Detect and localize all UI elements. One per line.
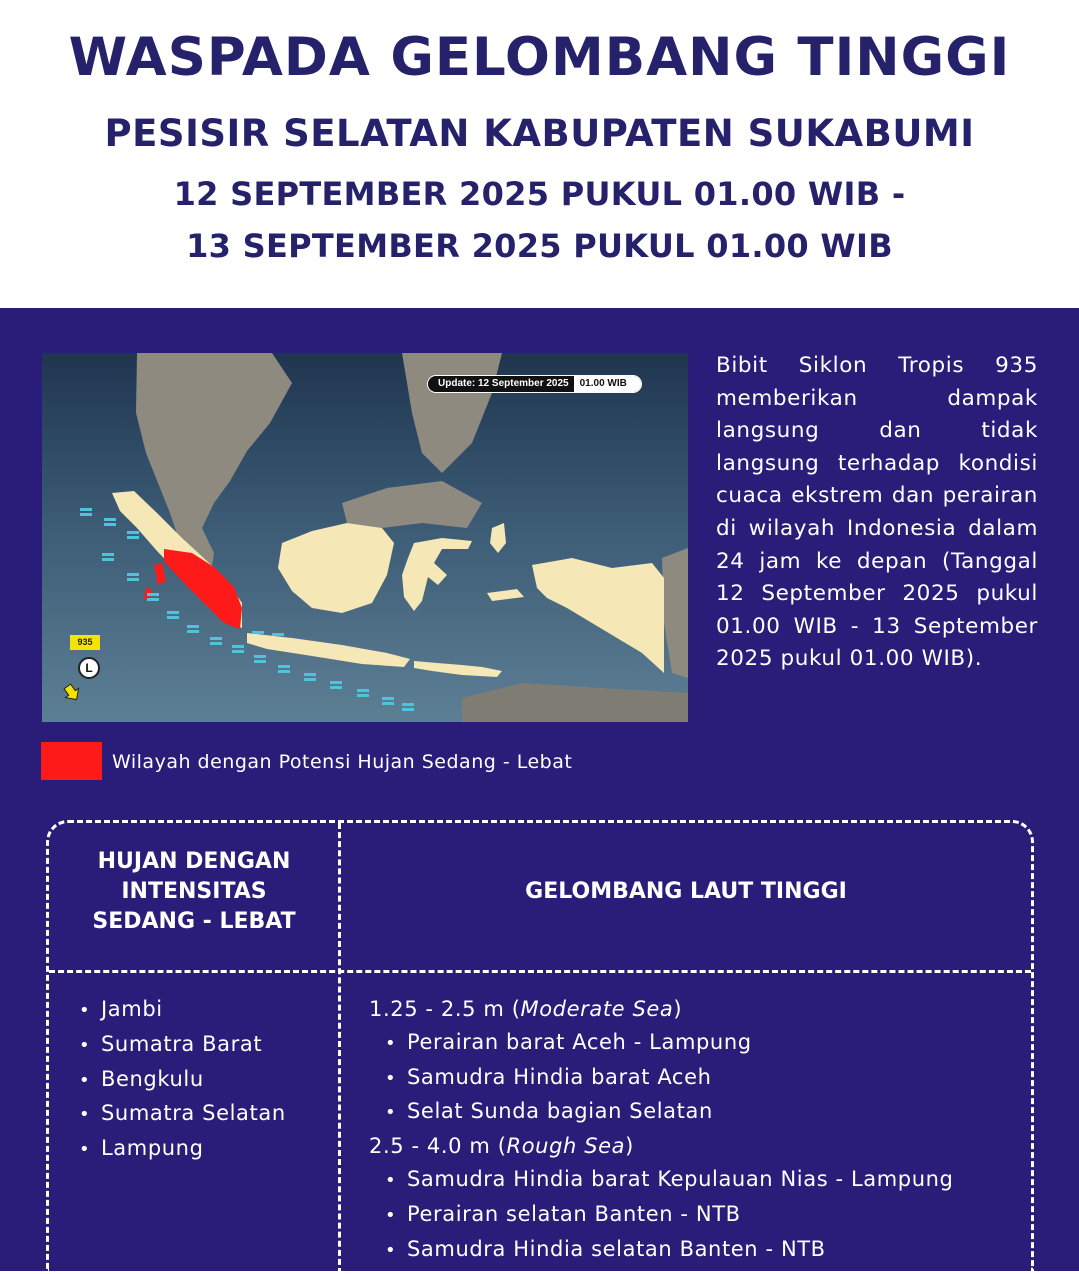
legend-label: Wilayah dengan Potensi Hujan Sedang - Lebat <box>112 751 573 773</box>
rain-column-header: HUJAN DENGAN INTENSITAS SEDANG - LEBAT <box>92 849 296 934</box>
list-item: • Perairan barat Aceh - Lampung <box>385 1026 1019 1061</box>
table-row-divider <box>49 970 1031 973</box>
low-pressure-icon: L <box>78 657 100 679</box>
list-item: • Perairan selatan Banten - NTB <box>385 1198 1019 1233</box>
wave-range: 1.25 - 2.5 m <box>369 997 505 1021</box>
list-item: • Samudra Hindia barat Aceh <box>385 1061 1019 1096</box>
indonesia-map <box>42 353 688 722</box>
wave-group-heading: 1.25 - 2.5 m (Moderate Sea) <box>369 997 683 1021</box>
list-item: • Samudra Hindia selatan Banten - NTB <box>385 1233 1019 1268</box>
wave-column-header: GELOMBANG LAUT TINGGI <box>525 879 847 904</box>
date-range-start: 12 SEPTEMBER 2025 PUKUL 01.00 WIB - <box>173 175 906 213</box>
header <box>0 0 1079 308</box>
wave-area-list <box>369 1163 1019 1267</box>
north-borneo-land <box>342 481 482 528</box>
map-update-pill <box>427 375 642 393</box>
australia-land <box>462 683 688 722</box>
nusa-tenggara-land <box>414 661 502 677</box>
kalimantan-land <box>278 523 394 613</box>
papua-new-guinea-land <box>662 548 688 678</box>
list-item: • Lampung <box>79 1132 286 1167</box>
list-item: • Selat Sunda bagian Selatan <box>385 1095 1019 1130</box>
java-land <box>247 633 410 667</box>
wave-area-block <box>369 993 1019 1267</box>
list-item: • Sumatra Barat <box>79 1028 286 1063</box>
map-update-time: 01.00 WIB <box>574 376 641 392</box>
rain-highlight-island <box>154 563 166 585</box>
wave-group-heading: 2.5 - 4.0 m (Rough Sea) <box>369 1134 634 1159</box>
wave-category: Moderate Sea <box>520 997 674 1021</box>
description-text: Bibit Siklon Tropis 935 memberikan dampak langsung dan tidak langsung terhadap kondisi cuaca ekstrem dan perairan di wilayah Indonesia dalam 24 jam ke depan (Tanggal 12 September 2025 pukul 01.00 WIB - 13 September 2025 pukul 01.00 WIB). <box>716 353 1038 672</box>
page-subtitle: PESISIR SELATAN KABUPATEN SUKABUMI <box>104 112 975 155</box>
storm-direction-arrow-icon <box>61 682 83 704</box>
list-item: • Jambi <box>79 993 286 1028</box>
content-panel <box>0 308 1079 1271</box>
wave-range: 2.5 - 4.0 m <box>369 1134 491 1159</box>
list-item: • Sumatra Selatan <box>79 1097 286 1132</box>
philippines-land <box>402 353 502 473</box>
storm-id-label: 935 <box>70 635 100 650</box>
papua-land <box>532 558 664 673</box>
list-item: • Bengkulu <box>79 1063 286 1098</box>
maluku-south-land <box>487 589 524 601</box>
wave-area-list <box>369 1026 1019 1130</box>
date-range-end: 13 SEPTEMBER 2025 PUKUL 01.00 WIB <box>186 227 893 265</box>
list-item: • Samudra Hindia barat Kepulauan Nias - Lampung <box>385 1163 1019 1198</box>
warning-table <box>46 820 1034 1271</box>
maluku-north-land <box>490 523 506 553</box>
sulawesi-land <box>402 538 472 611</box>
rain-region-list <box>79 993 286 1167</box>
wave-category: Rough Sea <box>506 1134 626 1159</box>
map-graphic <box>42 353 688 722</box>
map-update-label: Update: 12 September 2025 <box>428 376 574 392</box>
page-title: WASPADA GELOMBANG TINGGI <box>68 27 1011 88</box>
legend-swatch <box>41 742 102 780</box>
